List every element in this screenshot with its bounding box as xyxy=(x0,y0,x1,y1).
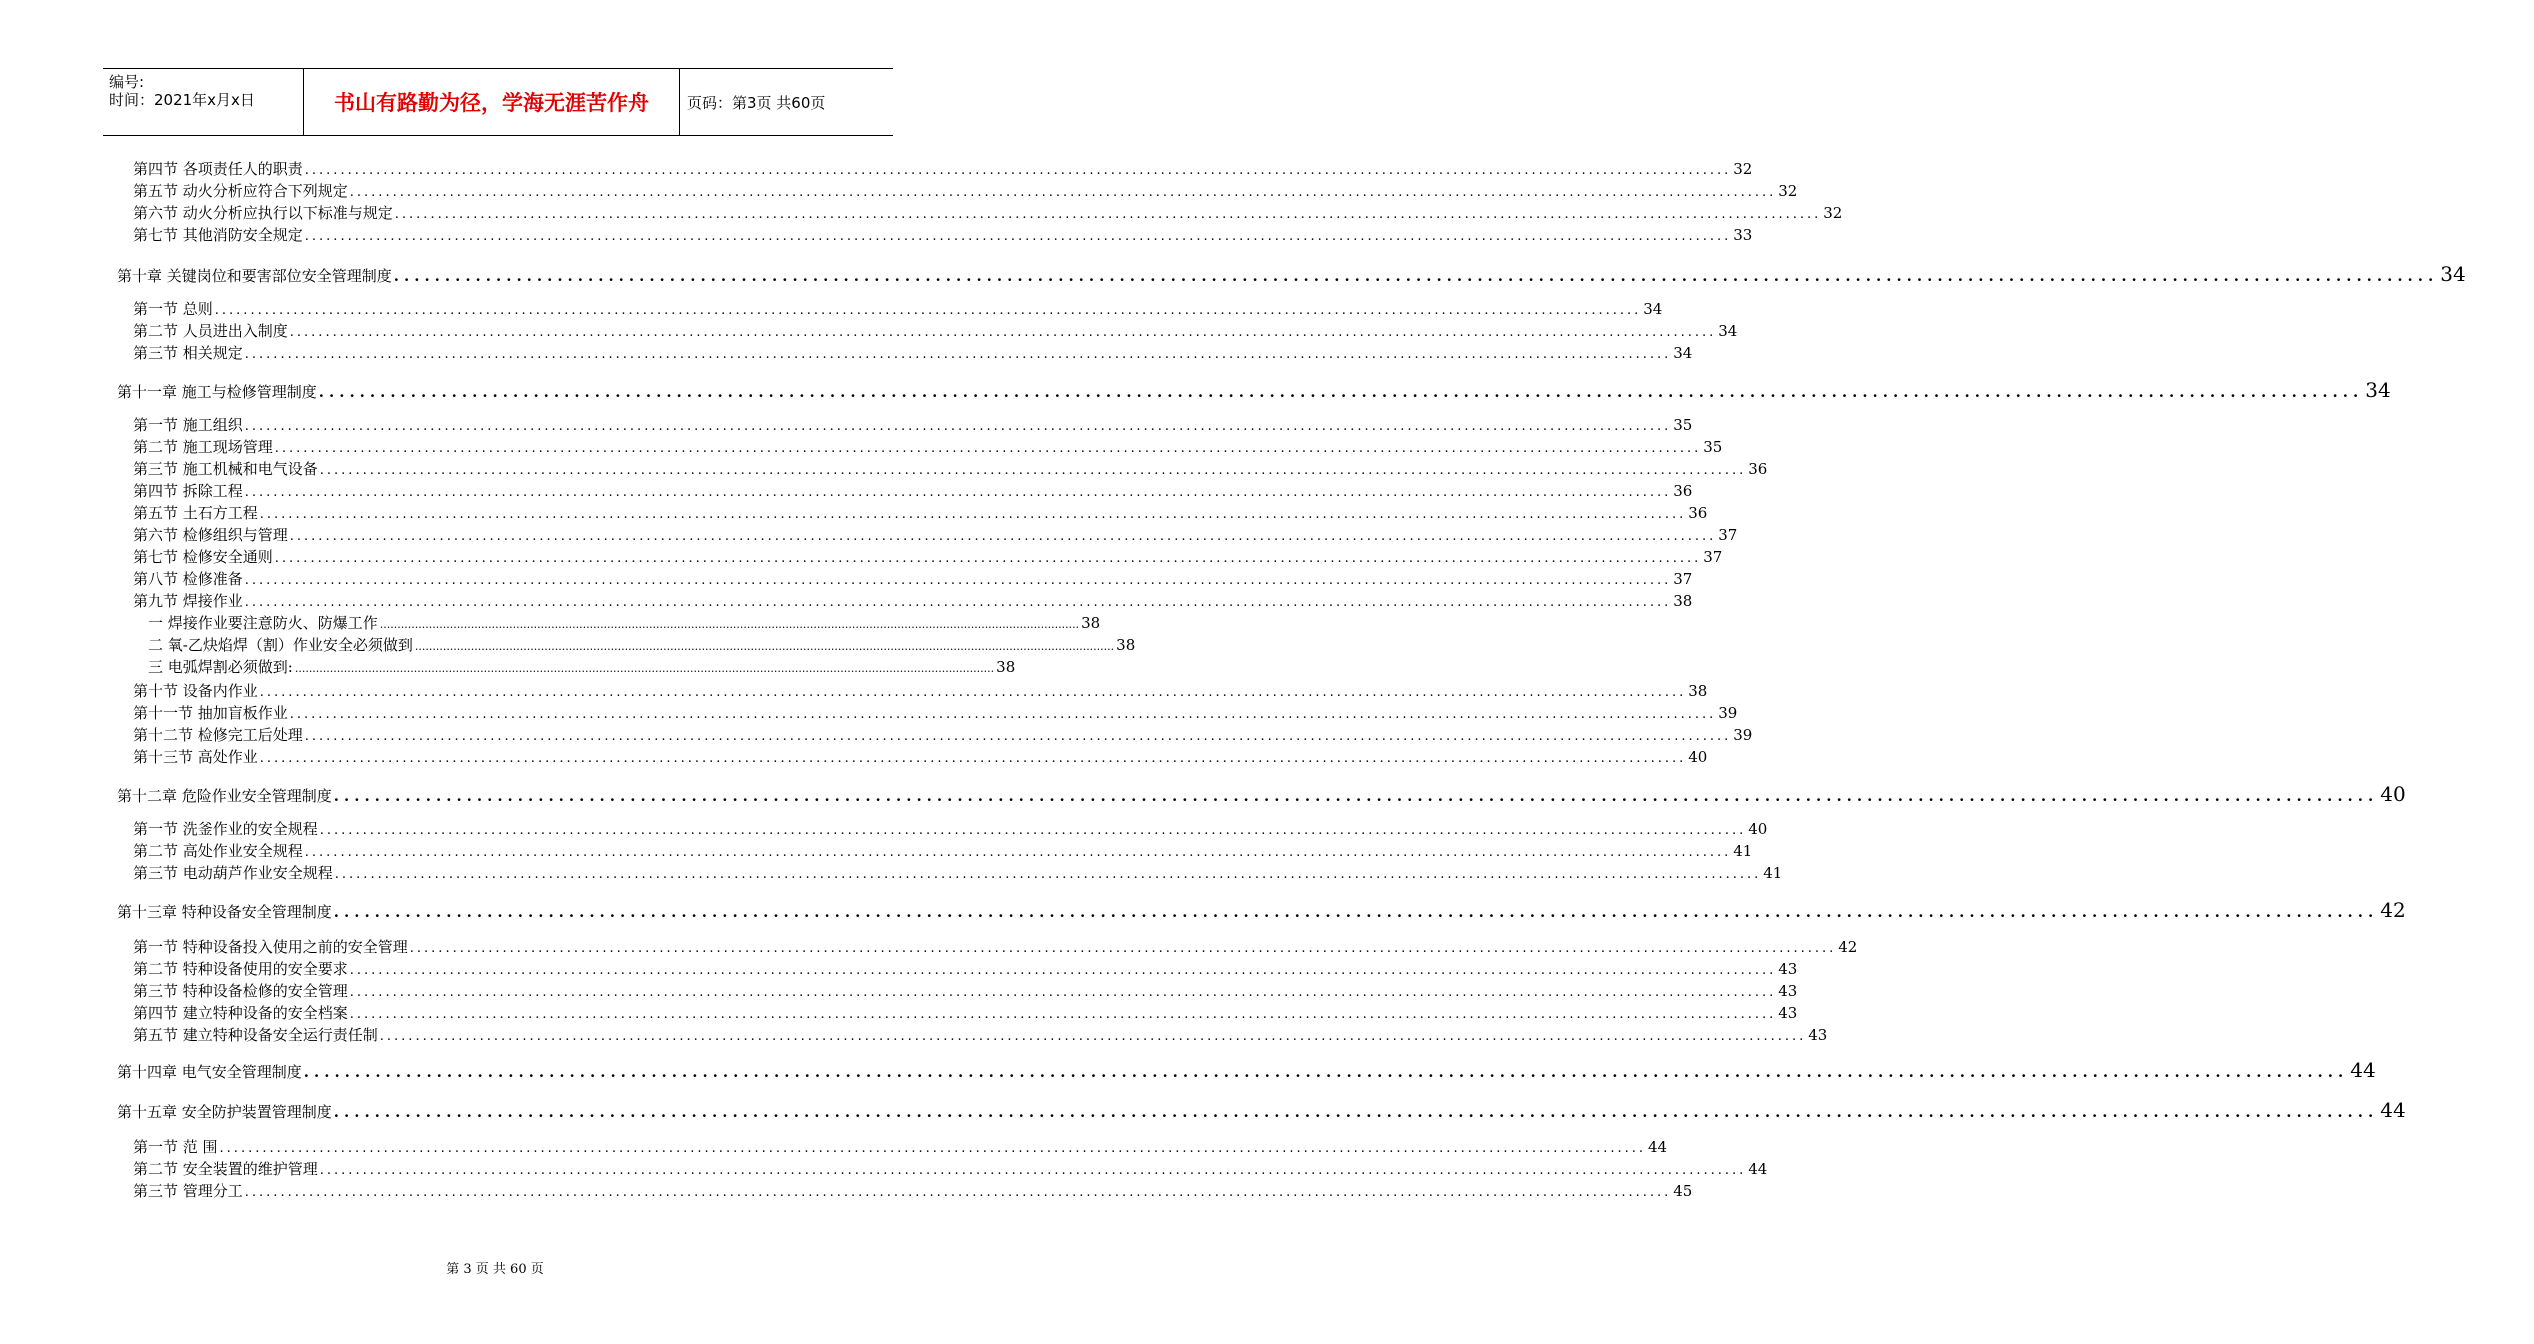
toc-page-number: 38 xyxy=(1688,682,1708,700)
toc-page-number: 32 xyxy=(1778,182,1798,200)
toc-entry-title: 第三节 相关规定 xyxy=(133,344,243,362)
toc-page-number: 32 xyxy=(1823,204,1843,222)
header-meta xyxy=(103,69,303,135)
toc-entry-title: 第十三节 高处作业 xyxy=(133,748,258,766)
toc-section-entry[interactable] xyxy=(0,158,1753,179)
toc-section-entry[interactable] xyxy=(0,958,1798,979)
toc-entry-title: 第十五章 安全防护装置管理制度 xyxy=(117,1103,332,1121)
toc-entry-title: 第十四章 电气安全管理制度 xyxy=(117,1063,302,1081)
toc-leader-dots: ........................................................................................................................................................................................................ xyxy=(303,1063,2349,1081)
toc-leader-dots: ........................................................................................................................................................................................................ xyxy=(259,507,1687,522)
toc-leader-dots: ........................................................................................................................................................................................................ xyxy=(349,185,1777,200)
toc-page-number: 38 xyxy=(1116,636,1136,654)
toc-page-number: 43 xyxy=(1778,960,1798,978)
toc-page-number: 42 xyxy=(2380,898,2406,922)
toc-entry-title: 第四节 各项责任人的职责 xyxy=(133,160,303,178)
toc-page-number: 33 xyxy=(1733,226,1753,244)
toc-page-number: 45 xyxy=(1673,1182,1693,1200)
toc-leader-dots: ........................................................................................................................................................................................................ xyxy=(379,618,1080,631)
toc-entry-title: 第十一节 抽加盲板作业 xyxy=(133,704,288,722)
toc-leader-dots: ........................................................................................................................................................................................................ xyxy=(319,1163,1747,1178)
toc-page-number: 32 xyxy=(1733,160,1753,178)
toc-page-number: 36 xyxy=(1673,482,1693,500)
page-footer: 第 3 页 共 60 页 xyxy=(446,1262,544,1277)
toc-section-entry[interactable] xyxy=(0,224,1753,245)
header-slogan: 书山有路勤为径，学海无涯苦作舟 xyxy=(303,69,680,135)
toc-page-number: 41 xyxy=(1733,842,1753,860)
toc-leader-dots: ........................................................................................................................................................................................................ xyxy=(274,441,1702,456)
toc-entry-title: 第二节 安全装置的维护管理 xyxy=(133,1160,318,1178)
toc-entry-title: 第十一章 施工与检修管理制度 xyxy=(117,383,317,401)
toc-page-number: 38 xyxy=(996,658,1016,676)
toc-page-number: 34 xyxy=(2440,262,2466,286)
toc-leader-dots: ........................................................................................................................................................................................................ xyxy=(244,485,1672,500)
toc-entry-title: 第一节 洗釜作业的安全规程 xyxy=(133,820,318,838)
toc-leader-dots: ........................................................................................................................................................................................................ xyxy=(244,419,1672,434)
toc-leader-dots: ........................................................................................................................................................................................................ xyxy=(349,985,1777,1000)
toc-section-entry[interactable] xyxy=(0,320,1738,341)
toc-entry-title: 第四节 拆除工程 xyxy=(133,482,243,500)
toc-section-entry[interactable] xyxy=(0,1158,1768,1179)
toc-leader-dots: ........................................................................................................................................................................................................ xyxy=(394,207,1822,222)
toc-page-number: 44 xyxy=(1748,1160,1768,1178)
toc-leader-dots: ........................................................................................................................................................................................................ xyxy=(219,1141,1647,1156)
toc-leader-dots: ........................................................................................................................................................................................................ xyxy=(214,303,1642,318)
toc-chapter-entry[interactable] xyxy=(0,1058,2376,1082)
toc-section-entry[interactable] xyxy=(0,546,1723,567)
toc-leader-dots: ........................................................................................................................................................................................................ xyxy=(294,662,995,675)
toc-page-number: 42 xyxy=(1838,938,1858,956)
toc-section-entry[interactable] xyxy=(0,818,1768,839)
toc-leader-dots: ........................................................................................................................................................................................................ xyxy=(414,640,1115,653)
toc-entry-title: 第二节 高处作业安全规程 xyxy=(133,842,303,860)
toc-page-number: 38 xyxy=(1673,592,1693,610)
toc-section-entry[interactable] xyxy=(0,414,1693,435)
toc-page-number: 43 xyxy=(1778,982,1798,1000)
toc-page-number: 44 xyxy=(2380,1098,2406,1122)
toc-page-number: 41 xyxy=(1763,864,1783,882)
toc-page-number: 36 xyxy=(1688,504,1708,522)
toc-section-entry[interactable] xyxy=(0,1024,1828,1045)
toc-leader-dots: ........................................................................................................................................................................................................ xyxy=(319,823,1747,838)
toc-entry-title: 第五节 土石方工程 xyxy=(133,504,258,522)
toc-leader-dots: ........................................................................................................................................................................................................ xyxy=(333,1103,2379,1121)
toc-leader-dots: ........................................................................................................................................................................................................ xyxy=(349,963,1777,978)
toc-section-entry[interactable] xyxy=(0,702,1738,723)
toc-page-number: 35 xyxy=(1703,438,1723,456)
toc-entry-title: 第三节 施工机械和电气设备 xyxy=(133,460,318,478)
toc-entry-title: 第五节 动火分析应符合下列规定 xyxy=(133,182,348,200)
toc-section-entry[interactable] xyxy=(0,840,1753,861)
toc-leader-dots: ........................................................................................................................................................................................................ xyxy=(259,751,1687,766)
toc-section-entry[interactable] xyxy=(0,590,1693,611)
toc-leader-dots: ........................................................................................................................................................................................................ xyxy=(334,867,1762,882)
toc-entry-title: 第六节 检修组织与管理 xyxy=(133,526,288,544)
toc-entry-title: 第十二章 危险作业安全管理制度 xyxy=(117,787,332,805)
toc-leader-dots: ........................................................................................................................................................................................................ xyxy=(304,229,1732,244)
toc-page-number: 36 xyxy=(1748,460,1768,478)
toc-chapter-entry[interactable] xyxy=(0,262,2466,286)
toc-leader-dots: ........................................................................................................................................................................................................ xyxy=(319,463,1747,478)
toc-page-number: 39 xyxy=(1733,726,1753,744)
toc-leader-dots: ........................................................................................................................................................................................................ xyxy=(244,1185,1672,1200)
toc-page-number: 34 xyxy=(2365,378,2391,402)
toc-entry-title: 第二节 人员进出入制度 xyxy=(133,322,288,340)
toc-chapter-entry[interactable] xyxy=(0,782,2406,806)
toc-entry-title: 三 电弧焊割必须做到: xyxy=(148,658,293,676)
toc-section-entry[interactable] xyxy=(0,680,1708,701)
toc-entry-title: 第七节 检修安全通则 xyxy=(133,548,273,566)
toc-leader-dots: ........................................................................................................................................................................................................ xyxy=(244,347,1672,362)
toc-leader-dots: ........................................................................................................................................................................................................ xyxy=(304,729,1732,744)
toc-entry-title: 第一节 施工组织 xyxy=(133,416,243,434)
toc-leader-dots: ........................................................................................................................................................................................................ xyxy=(289,707,1717,722)
toc-leader-dots: ........................................................................................................................................................................................................ xyxy=(318,383,2364,401)
toc-leader-dots: ........................................................................................................................................................................................................ xyxy=(333,903,2379,921)
toc-page-number: 43 xyxy=(1808,1026,1828,1044)
toc-section-entry[interactable] xyxy=(0,936,1858,957)
toc-entry-title: 第七节 其他消防安全规定 xyxy=(133,226,303,244)
toc-page-number: 38 xyxy=(1081,614,1101,632)
toc-page-number: 40 xyxy=(2380,782,2406,806)
toc-entry-title: 第一节 特种设备投入使用之前的安全管理 xyxy=(133,938,408,956)
toc-section-entry[interactable] xyxy=(0,746,1708,767)
toc-section-entry[interactable] xyxy=(0,656,1016,677)
toc-page-number: 37 xyxy=(1673,570,1693,588)
toc-section-entry[interactable] xyxy=(0,342,1693,363)
toc-section-entry[interactable] xyxy=(0,480,1693,501)
header-page-info: 页码：第3页 共60页 xyxy=(687,93,826,112)
toc-entry-title: 第十章 关键岗位和要害部位安全管理制度 xyxy=(117,267,392,285)
toc-page-number: 44 xyxy=(2350,1058,2376,1082)
toc-section-entry[interactable] xyxy=(0,980,1798,1001)
toc-entry-title: 第三节 电动葫芦作业安全规程 xyxy=(133,864,333,882)
toc-leader-dots: ........................................................................................................................................................................................................ xyxy=(333,787,2379,805)
toc-entry-title: 第二节 特种设备使用的安全要求 xyxy=(133,960,348,978)
toc-leader-dots: ........................................................................................................................................................................................................ xyxy=(259,685,1687,700)
toc-section-entry[interactable] xyxy=(0,502,1708,523)
toc-entry-title: 第十二节 检修完工后处理 xyxy=(133,726,303,744)
toc-leader-dots: ........................................................................................................................................................................................................ xyxy=(304,163,1732,178)
toc-section-entry[interactable] xyxy=(0,724,1753,745)
toc-section-entry[interactable] xyxy=(0,1002,1798,1023)
toc-page-number: 40 xyxy=(1688,748,1708,766)
toc-section-entry[interactable] xyxy=(0,634,1136,655)
toc-section-entry[interactable] xyxy=(0,1180,1693,1201)
toc-page-number: 34 xyxy=(1643,300,1663,318)
toc-leader-dots: ........................................................................................................................................................................................................ xyxy=(379,1029,1807,1044)
toc-section-entry[interactable] xyxy=(0,862,1783,883)
toc-entry-title: 第六节 动火分析应执行以下标准与规定 xyxy=(133,204,393,222)
toc-page-number: 40 xyxy=(1748,820,1768,838)
toc-entry-title: 第五节 建立特种设备安全运行责任制 xyxy=(133,1026,378,1044)
toc-section-entry[interactable] xyxy=(0,202,1843,223)
toc-entry-title: 二 氧-乙炔焰焊（割）作业安全必须做到 xyxy=(148,636,413,654)
toc-page-number: 34 xyxy=(1718,322,1738,340)
toc-chapter-entry[interactable] xyxy=(0,378,2391,402)
toc-entry-title: 第八节 检修准备 xyxy=(133,570,243,588)
toc-leader-dots: ........................................................................................................................................................................................................ xyxy=(409,941,1837,956)
toc-entry-title: 第十节 设备内作业 xyxy=(133,682,258,700)
toc-entry-title: 第一节 总则 xyxy=(133,300,213,318)
toc-page-number: 44 xyxy=(1648,1138,1668,1156)
toc-section-entry[interactable] xyxy=(0,1136,1668,1157)
toc-entry-title: 第九节 焊接作业 xyxy=(133,592,243,610)
toc-leader-dots: ........................................................................................................................................................................................................ xyxy=(349,1007,1777,1022)
toc-leader-dots: ........................................................................................................................................................................................................ xyxy=(304,845,1732,860)
toc-entry-title: 第十三章 特种设备安全管理制度 xyxy=(117,903,332,921)
toc-section-entry[interactable] xyxy=(0,180,1798,201)
toc-section-entry[interactable] xyxy=(0,568,1693,589)
toc-page-number: 43 xyxy=(1778,1004,1798,1022)
toc-section-entry[interactable] xyxy=(0,524,1738,545)
toc-section-entry[interactable] xyxy=(0,458,1768,479)
toc-chapter-entry[interactable] xyxy=(0,1098,2406,1122)
toc-page-number: 35 xyxy=(1673,416,1693,434)
toc-page-number: 37 xyxy=(1718,526,1738,544)
toc-leader-dots: ........................................................................................................................................................................................................ xyxy=(244,595,1672,610)
document-time-label: 时间：2021年x月x日 xyxy=(109,91,255,109)
toc-leader-dots: ........................................................................................................................................................................................................ xyxy=(393,267,2439,285)
toc-chapter-entry[interactable] xyxy=(0,898,2406,922)
toc-entry-title: 第三节 特种设备检修的安全管理 xyxy=(133,982,348,1000)
toc-leader-dots: ........................................................................................................................................................................................................ xyxy=(274,551,1702,566)
toc-leader-dots: ........................................................................................................................................................................................................ xyxy=(289,325,1717,340)
toc-entry-title: 第二节 施工现场管理 xyxy=(133,438,273,456)
page-header xyxy=(103,68,893,136)
toc-section-entry[interactable] xyxy=(0,612,1101,633)
toc-leader-dots: ........................................................................................................................................................................................................ xyxy=(289,529,1717,544)
document-number-label: 编号: xyxy=(109,73,145,91)
toc-section-entry[interactable] xyxy=(0,436,1723,457)
toc-entry-title: 一 焊接作业要注意防火、防爆工作 xyxy=(148,614,378,632)
toc-entry-title: 第一节 范 围 xyxy=(133,1138,218,1156)
toc-page-number: 34 xyxy=(1673,344,1693,362)
toc-page-number: 39 xyxy=(1718,704,1738,722)
toc-entry-title: 第四节 建立特种设备的安全档案 xyxy=(133,1004,348,1022)
toc-section-entry[interactable] xyxy=(0,298,1663,319)
toc-entry-title: 第三节 管理分工 xyxy=(133,1182,243,1200)
toc-page-number: 37 xyxy=(1703,548,1723,566)
toc-leader-dots: ........................................................................................................................................................................................................ xyxy=(244,573,1672,588)
